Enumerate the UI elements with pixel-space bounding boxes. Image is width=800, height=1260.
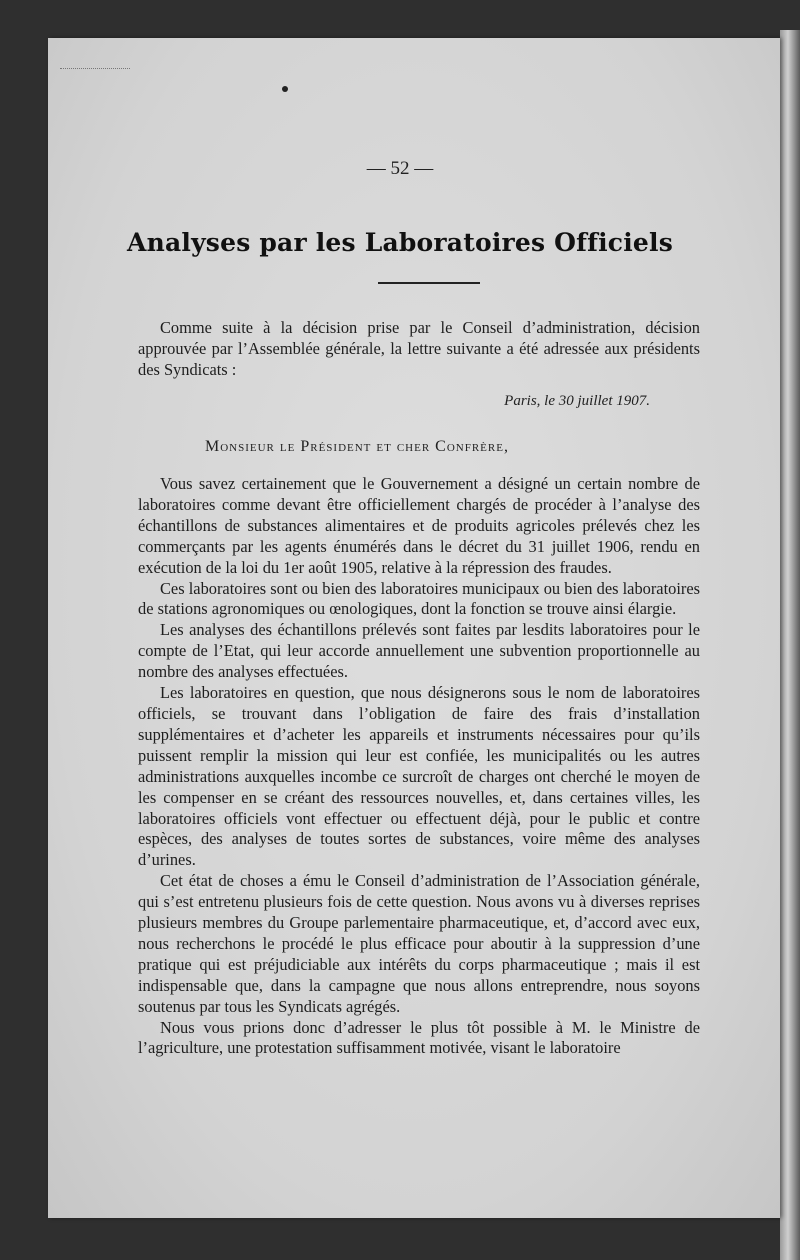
paragraph: Les laboratoires en question, que nous désignerons sous le nom de laboratoires officiels, se trouvant dans l’obligation de faire des frais d’installation supplémentaires et d’acheter les appareils et instruments nécessaires pour qu’ils puissent remplir la mission qui leur est confiée, les municipalités ou les autres administrations auxquelles incombe ce surcroît de charges ont cherché le moyen de les compenser en se créant des ressources nouvelles, et, dans certaines villes, les laboratoires officiels vont effectuer ou effectuent déjà, pour le public et contre espèces, des analyses de toutes sortes de substances, voire même des analyses d’urines. (138, 683, 700, 870)
intro-text: Comme suite à la décision prise par le Conseil d’administration, décision approuvée par l’Assemblée générale, la lettre suivante a été adressée aux présidents des Syndicats : (138, 318, 700, 379)
page-mark (60, 68, 130, 69)
intro-paragraph (138, 318, 700, 381)
paragraph: Ces laboratoires sont ou bien des laboratoires municipaux ou bien des laboratoires de stations agronomiques ou œnologiques, dont la fonction se trouve ainsi élargie. (138, 578, 700, 619)
page-title: Analyses par les Laboratoires Officiels (127, 228, 673, 257)
paragraph: Vous savez certainement que le Gouvernement a désigné un certain nombre de laboratoires comme devant être officiellement chargés de procéder à l’analyse des échantillons de substances alimentaires et de produits agricoles prélevés chez les commerçants par les agents énumérés dans le décret du 31 juillet 1906, rendu en exécution de la loi du 1er août 1905, relative à la répression des fraudes. (138, 474, 700, 577)
book-edge (780, 30, 800, 1260)
salutation: Monsieur le Président et cher Confrère, (205, 438, 509, 455)
title-underline (378, 282, 480, 284)
ink-spot (282, 86, 288, 92)
paragraph: Cet état de choses a ému le Conseil d’administration de l’Association générale, qui s’est entretenu plusieurs fois de cette question. Nous avons vu à diverses reprises plusieurs membres du Groupe parlementaire pharmaceutique, et, d’accord avec eux, nous recherchons le procédé le plus efficace pour aboutir à la suppression d’une pratique qui est préjudiciable aux intérêts du corps pharmaceutique ; mais il est indispensable que, dans la campagne que nous allons entreprendre, nous soyons soutenus par tous les Syndicats agrégés. (138, 871, 700, 1016)
paragraph: Nous vous prions donc d’adresser le plus tôt possible à M. le Ministre de l’agriculture, une protestation suffisamment motivée, visant le laboratoire (138, 1017, 700, 1058)
paragraph: Les analyses des échantillons prélevés sont faites par lesdits laboratoires pour le compte de l’Etat, qui leur accorde annuellement une subvention proportionnelle au nombre des analyses effectuées. (138, 620, 700, 682)
dateline: Paris, le 30 juillet 1907. (504, 393, 650, 409)
letter-body (138, 474, 700, 1059)
page-number: — 52 — (366, 158, 434, 179)
